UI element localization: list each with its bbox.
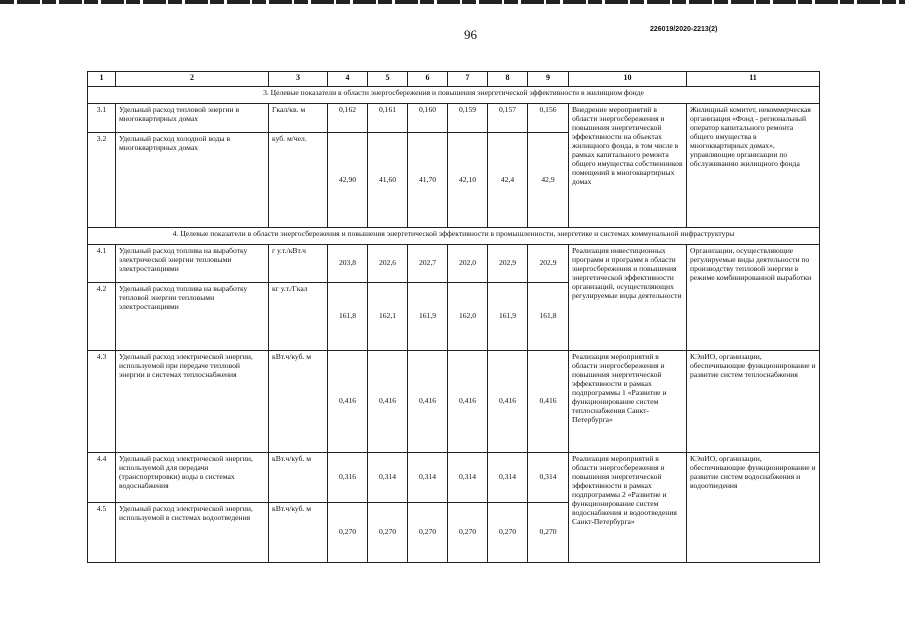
value-cell: 202,6 [368,245,408,283]
value-cell: 161,8 [328,283,368,351]
executors-cell: Жилищный комитет, некоммерческая организация «Фонд - региональный оператор капитального ремонта общего имущества в многоквартирных домах», управляющие организации по обслуживанию жилищного фонда [687,104,820,228]
indicator-name: Удельный расход электрической энергии, используемой при передаче тепловой энергии в системах теплоснабжения [116,351,269,453]
value-cell: 0,156 [528,104,569,133]
indicator-name: Удельный расход топлива на выработку тепловой энергии тепловыми электростанциями [116,283,269,351]
header-cell: 2 [116,72,269,87]
table-row [88,453,820,503]
value-cell: 0,314 [448,453,488,503]
row-number: 4.2 [88,283,116,351]
value-cell: 41,60 [368,133,408,228]
header-cell: 6 [408,72,448,87]
value-cell: 0,161 [368,104,408,133]
executors-cell: КЭиИО, организации, обеспечивающие функционирование и развитие систем теплоснабжения [687,351,820,453]
measures-cell: Внедрение мероприятий в области энергосбережения и повышения энергетической эффективности на объектах жилищного фонда, в том числе в рамках капитального ремонта общего имущества собственников помещений в многоквартирных домах [569,104,687,228]
section-4-title: 4. Целевые показатели в области энергосбережения и повышения энергетической эффективности в промышленности, энергетике и системах коммунальной инфраструктуры [88,228,820,245]
row-number: 3.2 [88,133,116,228]
value-cell: 0,416 [368,351,408,453]
header-cell: 4 [328,72,368,87]
value-cell: 0,270 [408,503,448,563]
unit-cell: кВт.ч/куб. м [269,503,328,563]
document-number: 226019/2020-2213(2) [650,26,718,33]
section-3-title: 3. Целевые показатели в области энергосбережения и повышения энергетической эффективности в жилищном фонде [88,87,820,104]
row-number: 4.5 [88,503,116,563]
value-cell: 0,314 [368,453,408,503]
table-row [88,104,820,133]
unit-cell: куб. м/чел. [269,133,328,228]
value-cell: 42,10 [448,133,488,228]
unit-cell: кВт.ч/куб. м [269,351,328,453]
value-cell: 202,9 [528,245,569,283]
value-cell: 42,90 [328,133,368,228]
section-title-row [88,87,820,104]
value-cell: 161,9 [408,283,448,351]
table-row [88,245,820,283]
value-cell: 42,9 [528,133,569,228]
header-cell: 8 [488,72,528,87]
scan-top-border [0,0,905,4]
row-number: 4.3 [88,351,116,453]
value-cell: 0,416 [448,351,488,453]
value-cell: 203,8 [328,245,368,283]
row-number: 4.1 [88,245,116,283]
section-title-row [88,228,820,245]
value-cell: 0,314 [408,453,448,503]
indicator-name: Удельный расход топлива на выработку электрической энергии тепловыми электростанциями [116,245,269,283]
header-cell: 3 [269,72,328,87]
unit-cell: кВт.ч/куб. м [269,453,328,503]
value-cell: 202,9 [488,245,528,283]
indicator-name: Удельный расход холодной воды в многоквартирных домах [116,133,269,228]
indicator-name: Удельный расход тепловой энергии в многоквартирных домах [116,104,269,133]
header-cell: 11 [687,72,820,87]
indicators-table [87,71,820,563]
value-cell: 202,0 [448,245,488,283]
value-cell: 0,160 [408,104,448,133]
value-cell: 0,416 [408,351,448,453]
header-cell: 1 [88,72,116,87]
header-cell: 5 [368,72,408,87]
value-cell: 202,7 [408,245,448,283]
value-cell: 161,8 [528,283,569,351]
value-cell: 0,416 [528,351,569,453]
value-cell: 0,314 [528,453,569,503]
value-cell: 0,416 [328,351,368,453]
value-cell: 162,0 [448,283,488,351]
row-number: 3.1 [88,104,116,133]
page-number: 96 [464,27,477,42]
value-cell: 0,270 [528,503,569,563]
value-cell: 0,270 [488,503,528,563]
header-cell: 10 [569,72,687,87]
value-cell: 0,416 [488,351,528,453]
value-cell: 0,162 [328,104,368,133]
indicators-table-container [87,71,820,563]
unit-cell: Гкал/кв. м [269,104,328,133]
measures-cell: Реализация мероприятий в области энергосбережения и повышения энергетической эффективности в рамках подпрограммы 2 «Развитие и функционирование систем водоснабжения и водоотведения Санкт-Петербурга» [569,453,687,563]
header-row [88,72,820,87]
header-cell: 7 [448,72,488,87]
value-cell: 0,159 [448,104,488,133]
indicator-name: Удельный расход электрической энергии, используемой в системах водоотведения [116,503,269,563]
value-cell: 0,270 [368,503,408,563]
value-cell: 41,70 [408,133,448,228]
header-cell: 9 [528,72,569,87]
unit-cell: г у.т./кВт.ч [269,245,328,283]
indicator-name: Удельный расход электрической энергии, используемой для передачи (транспортировки) воды в системах водоснабжения [116,453,269,503]
value-cell: 0,270 [448,503,488,563]
value-cell: 162,1 [368,283,408,351]
unit-cell: кг у.т./Гкал [269,283,328,351]
executors-cell: Организации, осуществляющие регулируемые виды деятельности по производству тепловой энергии в режиме комбинированной выработки [687,245,820,351]
measures-cell: Реализация инвестиционных программ и программ в области энергосбережения и повышения энергетической эффективности организаций, осуществляющих регулируемые виды деятельности [569,245,687,351]
value-cell: 0,316 [328,453,368,503]
value-cell: 0,157 [488,104,528,133]
value-cell: 0,314 [488,453,528,503]
table-row [88,351,820,453]
measures-cell: Реализация мероприятий в области энергосбережения и повышения энергетической эффективности в рамках подпрограммы 1 «Развитие и функционирование систем теплоснабжения Санкт-Петербурга» [569,351,687,453]
value-cell: 42,4 [488,133,528,228]
executors-cell: КЭиИО, организации, обеспечивающие функционирование и развитие систем водоснабжения и водоотведения [687,453,820,563]
value-cell: 161,9 [488,283,528,351]
row-number: 4.4 [88,453,116,503]
value-cell: 0,270 [328,503,368,563]
